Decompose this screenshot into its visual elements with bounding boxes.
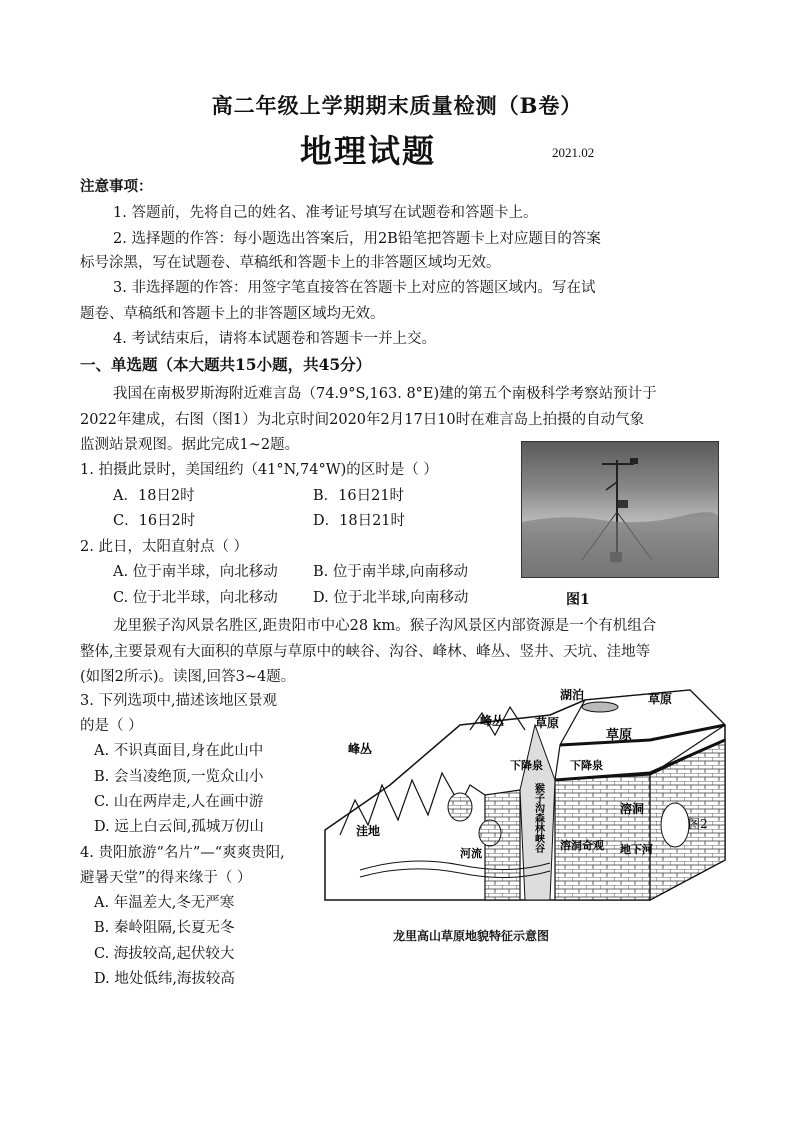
label-underground-river: 地下河 bbox=[620, 843, 653, 856]
q1-option-a: A．18日2时 bbox=[113, 488, 195, 504]
q1-stem: 1. 拍摄此景时，美国纽约（41°N,74°W)的区时是（ ） bbox=[80, 462, 438, 478]
label-cave: 溶洞 bbox=[620, 802, 645, 816]
q3-option-b: B. 会当凌绝顶,一览众山小 bbox=[94, 769, 264, 785]
intro2-line: (如图2所示)。读图,回答3~4题。 bbox=[80, 669, 296, 685]
fig2-caption: 龙里高山草原地貌特征示意图 bbox=[393, 929, 550, 943]
section-title: 一、单选题（本大题共15小题，共45分） bbox=[80, 355, 372, 374]
karst-block-diagram bbox=[320, 685, 730, 925]
label-fig2: 图2 bbox=[688, 817, 708, 831]
q3-option-c: C. 山在两岸走,人在画中游 bbox=[94, 794, 264, 810]
weather-station-icon bbox=[522, 442, 718, 577]
notice-item: 3. 非选择题的作答：用签字笔直接答在答题卡上对应的答题区域内。写在试 bbox=[113, 280, 596, 296]
q1-option-c: C．16日2时 bbox=[113, 513, 196, 529]
q2-option-a: A. 位于南半球，向北移动 bbox=[113, 564, 278, 580]
q4-stem: 避暑天堂”的得来缘于（ ） bbox=[80, 870, 252, 886]
q1-option-b: B．16日21时 bbox=[313, 488, 405, 504]
q2-option-d: D. 位于北半球,向南移动 bbox=[313, 590, 469, 606]
q3-stem: 3. 下列选项中,描述该地区景观 bbox=[80, 693, 278, 709]
label-spring: 下降泉 bbox=[510, 759, 543, 772]
landform-diagram bbox=[320, 685, 730, 929]
subject-title: 地理试题 bbox=[300, 132, 437, 170]
label-river: 河流 bbox=[460, 847, 482, 860]
label-lake: 湖泊 bbox=[560, 688, 585, 702]
notice-item: 题卷、草稿纸和答题卡上的非答题区域均无效。 bbox=[80, 306, 385, 322]
q3-option-a: A. 不识真面目,身在此山中 bbox=[94, 743, 264, 759]
q4-option-c: C. 海拔较高,起伏较大 bbox=[94, 946, 235, 962]
intro1-line: 2022年建成，右图（图1）为北京时间2020年2月17日10时在难言岛上拍摄的自动气象 bbox=[80, 412, 645, 428]
label-grassland: 草原 bbox=[606, 728, 633, 743]
exam-date: 2021.02 bbox=[552, 145, 595, 160]
q4-option-d: D. 地处低纬,海拔较高 bbox=[94, 971, 235, 987]
notice-item: 1. 答题前，先将自己的姓名、准考证号填写在试题卷和答题卡上。 bbox=[113, 205, 538, 221]
q2-option-b: B. 位于南半球,向南移动 bbox=[313, 564, 468, 580]
notice-item: 2. 选择题的作答：每小题选出答案后，用2B铅笔把答题卡上对应题目的答案 bbox=[113, 231, 601, 247]
label-spring: 下降泉 bbox=[570, 759, 603, 772]
q2-option-c: C. 位于北半球，向北移动 bbox=[113, 590, 278, 606]
notice-item: 4. 考试结束后，请将本试题卷和答题卡一并上交。 bbox=[113, 331, 436, 347]
q4-stem: 4. 贵阳旅游“名片”—“爽爽贵阳, bbox=[80, 845, 285, 861]
label-grassland: 草原 bbox=[648, 692, 673, 706]
label-grassland: 草原 bbox=[535, 716, 560, 730]
label-peak-cluster: 峰丛 bbox=[480, 714, 505, 728]
q3-option-d: D. 远上白云间,孤城万仞山 bbox=[94, 819, 264, 835]
q3-stem: 的是（ ） bbox=[80, 718, 143, 734]
q2-stem: 2. 此日，太阳直射点（ ） bbox=[80, 539, 249, 555]
q1-option-d: D．18日21时 bbox=[313, 513, 406, 529]
label-peak-cluster: 峰丛 bbox=[348, 742, 373, 756]
label-karst-wonder: 溶洞奇观 bbox=[560, 839, 604, 852]
intro1-line: 我国在南极罗斯海附近难言岛（74.9°S,163. 8°E)建的第五个南极科学考察站预计于 bbox=[113, 386, 657, 402]
weather-station-photo bbox=[521, 441, 719, 578]
exam-title: 高二年级上学期期末质量检测（B卷） bbox=[211, 93, 583, 118]
notice-heading: 注意事项： bbox=[80, 178, 153, 195]
intro2-line: 整体,主要景观有大面积的草原与草原中的峡谷、沟谷、峰林、峰丛、竖井、天坑、洼地等 bbox=[80, 644, 651, 660]
label-depression: 洼地 bbox=[356, 824, 381, 838]
label-gorge: 猴子沟森林峡谷 bbox=[532, 783, 544, 853]
intro1-line: 监测站景观图。据此完成1~2题。 bbox=[80, 437, 300, 453]
q4-option-a: A. 年温差大,冬无严寒 bbox=[94, 895, 235, 911]
intro2-line: 龙里猴子沟风景名胜区,距贵阳市中心28 km。猴子沟风景区内部资源是一个有机组合 bbox=[113, 618, 657, 634]
notice-item: 标号涂黑，写在试题卷、草稿纸和答题卡上的非答题区域均无效。 bbox=[80, 255, 501, 271]
fig1-caption: 图1 bbox=[566, 592, 590, 608]
q4-option-b: B. 秦岭阻隔,长夏无冬 bbox=[94, 920, 235, 936]
